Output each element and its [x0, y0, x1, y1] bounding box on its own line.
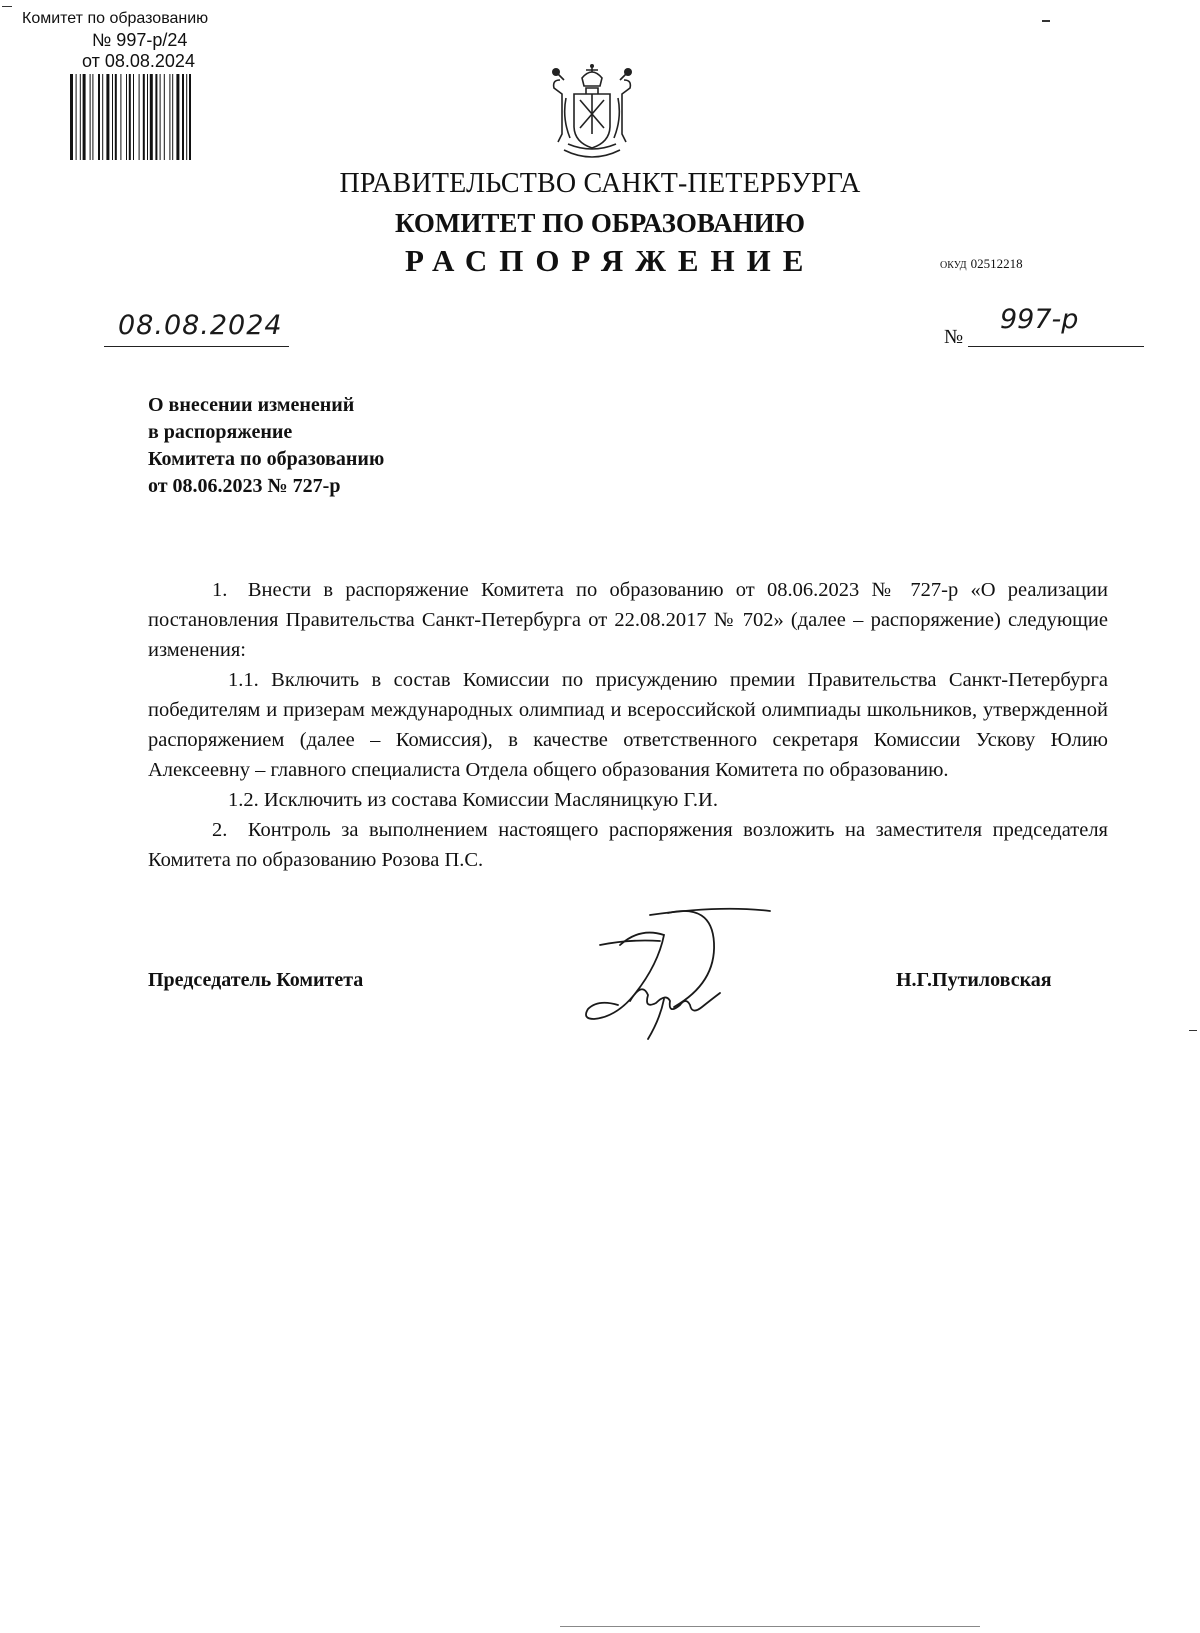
document-body [148, 575, 1108, 875]
barcode-bar [129, 74, 131, 160]
stamp-organization: Комитет по образованию [22, 10, 209, 27]
barcode-bar [76, 74, 77, 160]
signatory-name: Н.Г.Путиловская [896, 969, 1052, 991]
subject-line: Комитета по образованию [148, 448, 385, 470]
number-underline [968, 346, 1144, 347]
barcode-bar [164, 74, 165, 160]
paragraph-1-2: 1.2. Исключить из состава Комиссии Масляницкую Г.И. [228, 789, 718, 811]
barcode-bar [120, 74, 121, 160]
barcode-bar [70, 74, 73, 160]
subject-line: в распоряжение [148, 421, 293, 443]
barcode-bar [126, 74, 127, 160]
barcode-bar [182, 74, 184, 160]
barcode-bar [83, 74, 86, 160]
scan-mark-top-right [1042, 20, 1050, 22]
document-type: РАСПОРЯЖЕНИЕ [405, 243, 816, 278]
document-subject [148, 392, 384, 500]
date-underline [104, 346, 289, 347]
handwritten-signature [560, 905, 820, 1045]
paragraph-2: 2. Контроль за выполнением настоящего распоряжения возложить на заместителя председателя Комитета по образованию Розова П.С. [148, 819, 1108, 871]
barcode-bar [102, 74, 103, 160]
okud-code [940, 256, 1023, 272]
barcode [70, 74, 222, 160]
barcode-bar [176, 74, 179, 160]
barcode-bar [90, 74, 91, 160]
barcode-bar [147, 74, 148, 160]
paragraph-1-1: 1.1. Включить в состав Комиссии по присуждению премии Правительства Санкт-Петербурга победителям и призерам международных олимпиад и всероссийской олимпиады школьников, утвержденной распоряжением (далее – Комиссия), в качестве ответственного секретаря Комиссии Ускову Юлию Алексеевну – главного специалиста Отдела общего образования Комитета по образованию. [148, 669, 1108, 781]
handwritten-date: 08.08.2024 [118, 310, 283, 341]
signatory-title: Председатель Комитета [148, 969, 364, 991]
scan-mark-top-left [2, 6, 12, 7]
okud-value: 02512218 [970, 256, 1023, 271]
barcode-bar [169, 74, 170, 160]
paragraph-1: 1. Внести в распоряжение Комитета по образованию от 08.06.2023 № 727-р «О реализации постановления Правительства Санкт-Петербурга от 22.08.2017 № 702» (далее – распоряжение) следующие изменения: [148, 579, 1108, 661]
government-title: ПРАВИТЕЛЬСТВО САНКТ-ПЕТЕРБУРГА [339, 168, 861, 199]
signature-text: Пут [676, 1023, 684, 1028]
stamp-number: № 997-р/24 [92, 30, 188, 50]
barcode-bar [115, 74, 117, 160]
barcode-bar [143, 74, 145, 160]
number-label: № [944, 326, 964, 348]
barcode-bar [92, 74, 93, 160]
barcode-bar [112, 74, 113, 160]
committee-title: КОМИТЕТ ПО ОБРАЗОВАНИЮ [394, 208, 806, 238]
barcode-bar [186, 74, 187, 160]
barcode-bar [133, 74, 134, 160]
handwritten-number: 997-р [1000, 304, 1079, 335]
barcode-bar [155, 74, 157, 160]
scan-mark-bottom [560, 1626, 980, 1627]
barcode-bar [189, 74, 191, 160]
stamp-date: от 08.08.2024 [82, 51, 195, 71]
subject-line: от 08.06.2023 № 727-р [148, 475, 341, 497]
barcode-bar [150, 74, 153, 160]
barcode-bar [106, 74, 109, 160]
barcode-bar [80, 74, 81, 160]
scan-mark-right [1189, 1030, 1197, 1031]
okud-label: ОКУД [940, 260, 967, 271]
subject-line: О внесении изменений [148, 394, 355, 416]
coat-of-arms-icon [546, 64, 638, 164]
barcode-bar [160, 74, 161, 160]
barcode-bar [172, 74, 173, 160]
barcode-bar [139, 74, 140, 160]
barcode-bar [98, 74, 100, 160]
